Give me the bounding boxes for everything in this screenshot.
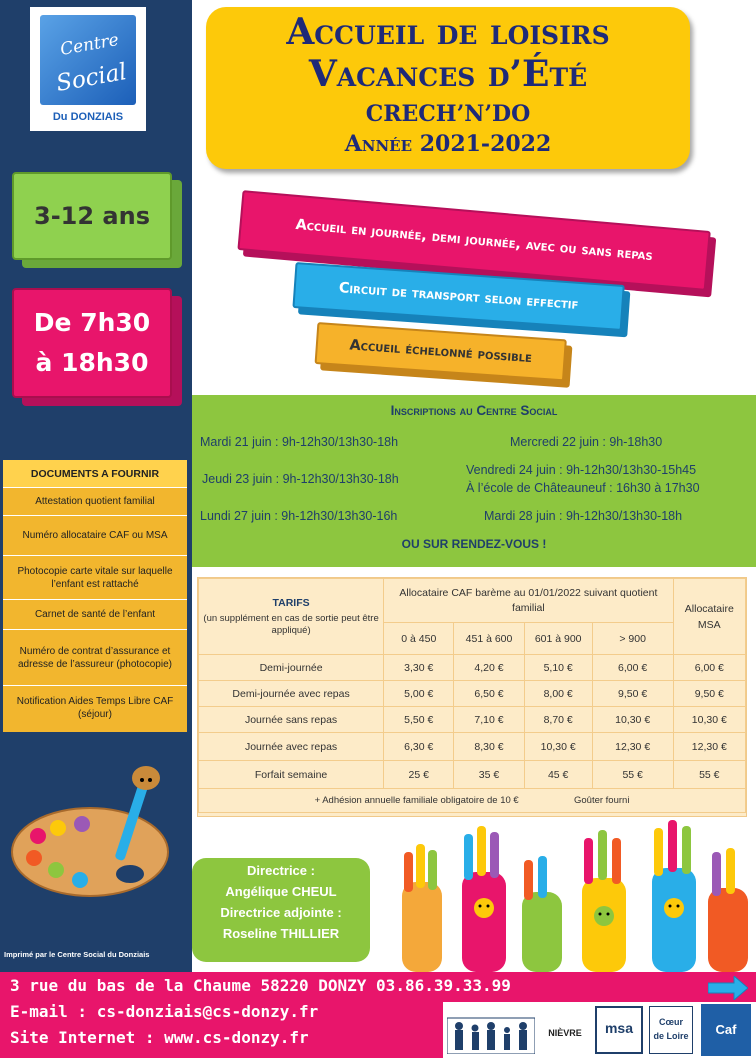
- tarifs-table: [198, 578, 746, 813]
- inscription-slot: Jeudi 23 juin : 9h-12h30/13h30-18h: [202, 472, 399, 486]
- footer-address: 3 rue du bas de la Chaume 58220 DONZY 03.86.39.33.99: [10, 976, 511, 995]
- directrice-label: Directrice :: [247, 863, 315, 878]
- tarifs-title: TARIFS: [272, 596, 310, 609]
- caf-logo: Caf: [701, 1004, 751, 1056]
- rendez-vous-note: OU SUR RENDEZ-VOUS !: [401, 537, 547, 551]
- directrice-name: Angélique CHEUL: [225, 884, 337, 899]
- price-cell: 7,10 €: [454, 707, 524, 733]
- price-cell: 5,50 €: [384, 707, 454, 733]
- tarifs-footnote: [199, 789, 746, 813]
- price-cell: 6,50 €: [454, 681, 524, 707]
- directrice-adjointe-label: Directrice adjointe :: [220, 905, 342, 920]
- price-cell: 45 €: [524, 761, 592, 789]
- centre-social-logo: [30, 7, 146, 131]
- row-label: Demi-journée: [199, 655, 384, 681]
- bracket-header: 601 à 900: [524, 623, 592, 655]
- row-label: Demi-journée avec repas: [199, 681, 384, 707]
- price-cell: 10,30 €: [673, 707, 745, 733]
- msa-header: Allocataire MSA: [673, 579, 745, 655]
- banner-transport: Circuit de transport selon effectif: [292, 262, 624, 331]
- printed-by-note: Imprimé par le Centre Social du Donziais: [4, 950, 150, 959]
- coeur-de-loire-line2: de Loire: [653, 1031, 689, 1041]
- bracket-header: > 900: [592, 623, 673, 655]
- row-label: Forfait semaine: [199, 761, 384, 789]
- inscriptions-panel: [192, 395, 756, 567]
- inscriptions-title: Inscriptions au Centre Social: [390, 403, 558, 418]
- document-item: Photocopie carte vitale sur laquelle l’enfant est rattaché: [3, 556, 187, 600]
- inscription-slot: Mardi 28 juin : 9h-12h30/13h30-18h: [484, 509, 683, 523]
- price-cell: 10,30 €: [592, 707, 673, 733]
- banner-accueil-echelonne: Accueil échelonné possible: [315, 322, 567, 381]
- bracket-header: 0 à 450: [384, 623, 454, 655]
- table-row: [199, 733, 746, 761]
- partner-logos: [443, 1002, 756, 1058]
- title-line2: Vacances d’Été: [308, 53, 588, 95]
- hours-line1: De 7h30: [33, 308, 151, 337]
- price-cell: 5,10 €: [524, 655, 592, 681]
- footer-website[interactable]: Site Internet : www.cs-donzy.fr: [10, 1028, 309, 1047]
- document-item: Notification Aides Temps Libre CAF (séjour): [16, 696, 174, 720]
- opening-hours-box: [12, 288, 172, 398]
- title-line3: CRECH’N’DO: [365, 101, 531, 127]
- price-cell: 6,00 €: [673, 655, 745, 681]
- price-cell: 9,50 €: [673, 681, 745, 707]
- logo-mark: [40, 15, 136, 105]
- document-item: Numéro allocataire CAF ou MSA: [3, 516, 187, 556]
- document-item: Numéro de contrat d’assurance et adresse de l’assureur (photocopie): [3, 630, 187, 686]
- logo-subtitle: Du DONZIAIS: [52, 111, 124, 123]
- gouter-note: Goûter fourni: [573, 795, 630, 806]
- inscription-slot: Mercredi 22 juin : 9h-18h30: [510, 435, 663, 449]
- inscription-slot: Vendredi 24 juin : 9h-12h30/13h30-15h45: [466, 463, 697, 477]
- tarifs-table-panel: [197, 577, 747, 817]
- documents-title: DOCUMENTS A FOURNIR: [3, 460, 187, 488]
- painted-hands-illustration: [372, 812, 756, 972]
- nievre-logo: NIÈVRE: [548, 1028, 582, 1038]
- caf-header: Allocataire CAF barème au 01/01/2022 suivant quotient familial: [384, 579, 673, 623]
- price-cell: 8,00 €: [524, 681, 592, 707]
- document-item: Attestation quotient familial: [3, 488, 187, 516]
- table-row: [199, 761, 746, 789]
- logo-line1: Centre: [58, 30, 121, 60]
- table-row: [199, 681, 746, 707]
- price-cell: 6,30 €: [384, 733, 454, 761]
- price-cell: 55 €: [592, 761, 673, 789]
- family-silhouette-logo: [447, 1006, 535, 1054]
- inscription-slot: À l’école de Châteauneuf : 16h30 à 17h30: [466, 481, 700, 495]
- arrow-right-icon: [708, 976, 748, 1000]
- title-year: Année 2021-2022: [344, 131, 552, 157]
- row-label: Journée avec repas: [199, 733, 384, 761]
- adhesion-note: + Adhésion annuelle familiale obligatoire de 10 €: [314, 795, 519, 806]
- tarifs-header-cell: [199, 579, 384, 655]
- footer-email[interactable]: E-mail : cs-donziais@cs-donzy.fr: [10, 1002, 319, 1021]
- price-cell: 55 €: [673, 761, 745, 789]
- price-cell: 3,30 €: [384, 655, 454, 681]
- document-item: Carnet de santé de l’enfant: [3, 600, 187, 630]
- price-cell: 8,70 €: [524, 707, 592, 733]
- tarifs-note: (un supplément en cas de sortie peut être appliqué): [203, 612, 379, 636]
- directrice-adjointe-name: Roseline THILLIER: [222, 926, 340, 941]
- table-row: [199, 655, 746, 681]
- logo-line2: Social: [54, 59, 129, 97]
- bracket-header: 451 à 600: [454, 623, 524, 655]
- title-bubble: [206, 7, 690, 169]
- price-cell: 12,30 €: [673, 733, 745, 761]
- price-cell: 12,30 €: [592, 733, 673, 761]
- price-cell: 8,30 €: [454, 733, 524, 761]
- direction-box: [192, 858, 370, 962]
- age-range-box: 3-12 ans: [12, 172, 172, 260]
- price-cell: 5,00 €: [384, 681, 454, 707]
- banner-accueil-journee: Accueil en journée, demi journée, avec ou sans repas: [237, 190, 710, 291]
- msa-logo: msa: [595, 1006, 643, 1054]
- price-cell: 6,00 €: [592, 655, 673, 681]
- title-line1: Accueil de loisirs: [286, 11, 610, 53]
- price-cell: 9,50 €: [592, 681, 673, 707]
- hours-line2: à 18h30: [35, 348, 149, 377]
- price-cell: 4,20 €: [454, 655, 524, 681]
- price-cell: 10,30 €: [524, 733, 592, 761]
- price-cell: 25 €: [384, 761, 454, 789]
- table-row: [199, 707, 746, 733]
- inscription-slot: Mardi 21 juin : 9h-12h30/13h30-18h: [200, 435, 399, 449]
- coeur-de-loire-logo: [649, 1006, 693, 1054]
- price-cell: 35 €: [454, 761, 524, 789]
- paint-palette-icon: [10, 762, 180, 902]
- row-label: Journée sans repas: [199, 707, 384, 733]
- documents-panel: [3, 460, 187, 732]
- inscription-slot: Lundi 27 juin : 9h-12h30/13h30-16h: [200, 509, 398, 523]
- coeur-de-loire-line1: Cœur: [659, 1017, 683, 1027]
